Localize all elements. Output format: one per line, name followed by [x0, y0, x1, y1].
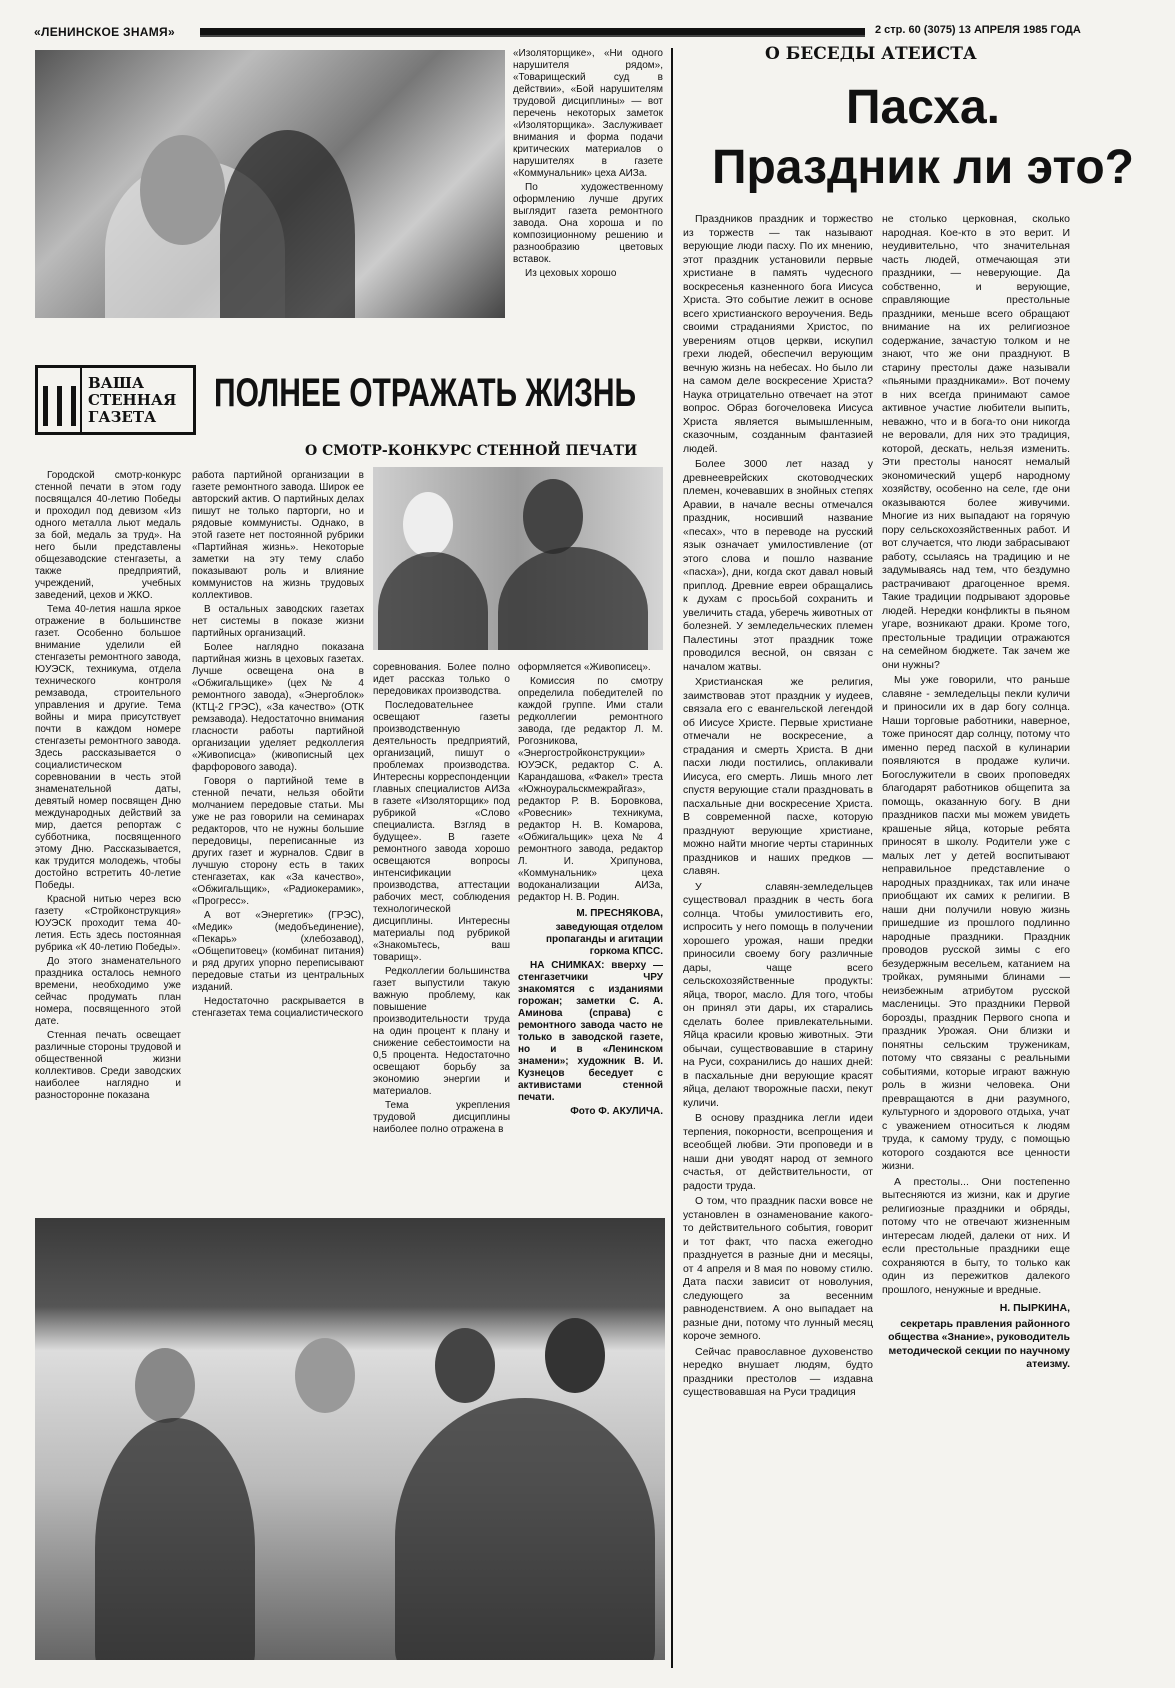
photo-caption: НА СНИМКАХ: вверху — стенгазетчики ЧРУ знакомятся с изданиями горожан; заметки С. А. Аминова (справа) с ремонтного завода часто не только в заводской газете, но и в «Ленинском знамени»; художник В. И. Кузнецов беседует с активистами стенной печати. — [518, 960, 663, 1103]
wall-article-column-1: Городской смотр-конкурс стенной печати в этом году посвящался 40-летию Победы и проходил под девизом «Из одного металла льют медаль за бой, медаль за труд». На него были представлены общезаводские стенгазеты, а также предприятий, учреждений, учебных заведений, цехов и ЖКО. Тема 40-летия нашла яркое отражение в большинстве газет. Особенно большое внимание уделили ей стенгазеты ремонтного завода, ЮУЭСК, техникума, отдела технического контроля ремзавода, строительного управления и другие. Тема войны и мира присутствует почти в каждом номере стенгазеты ремонтного завода. Здесь рассказывается о социалистическом соревновании в честь этой знаменательной даты, девятый номер посвящен Дню международных действий за мир, дается репортаж с субботника, посвященного этому Дню. Рассказывается, как трудится молодежь, чтобы достойно встретить 40-летие Победы. Красной нитью через всю газету «Стройконструкция» ЮУЭСК проходит тема 40-летия. Есть здесь постоянная рубрика «К 40-летию Победы». До этого знаменательного праздника осталось немного времени, необходимо уже сейчас продумать план номера, посвященного этой дате. Стенная печать освещает различные стороны трудовой и общественной жизни коллективов. Среди заводских наиболее наглядно и разносторонне показана — [35, 470, 181, 1101]
photo-artist-talking — [373, 467, 663, 650]
newspaper-name: «ЛЕНИНСКОЕ ЗНАМЯ» — [34, 25, 175, 39]
photo-wall-newspaper-readers — [35, 50, 505, 318]
photo-credit: Фото Ф. АКУЛИЧА. — [570, 1106, 663, 1117]
wall-article-subtitle: О СМОТР-КОНКУРС СТЕННОЙ ПЕЧАТИ — [305, 443, 638, 459]
author-title: заведующая отделом пропаганды и агитации горкома КПСС. — [546, 922, 663, 957]
wall-newspaper-logo: ВАША СТЕННАЯ ГАЗЕТА — [35, 365, 196, 435]
photo-editors-meeting — [35, 1218, 665, 1660]
atheist-author-title: секретарь правления районного общества «Знание», руководитель методической секции по научному атеизму. — [888, 1317, 1070, 1370]
wall-article-column-2: работа партийной организации в газете ремонтного завода. Широк ее авторский актив. О партийных делах пишут не только парторги, но и рядовые коммунисты. Однако, в этой газете нет постоянной рубрики «Партийная жизнь». Некоторые заметки на эту тему слабо показывают роль и влияние коммунистов на жизнь трудовых коллективов. В остальных заводских газетах нет системы в показе жизни партийных организаций. Более наглядно показана партийная жизнь в цеховых газетах. Лучше освещена она в «Обжигальщике» (цех № 4 ремонтного завода), «Энергоблок» (КТЦ-2 ГРЭС), «За качество» (ОТК ремзавода). Недостаточно внимания гласности работы партийной организации уделяет редколлегия «Живописца» (живописный цех фарфорового завода). Говоря о партийной теме в стенной печати, нельзя обойти молчанием передовые статьи. Мы уже не раз говорили на семинарах редакторов, что не нужны большие передовицы, переписанные из других газет и журналов. Сдвиг в лучшую сторону есть в таких стенгазетах, как «За качество», «Обжигальщик», «Радиокерамик», «Прогресс». А вот «Энергетик» (ГРЭС), «Медик» (медобъединение), «Пекарь» (хлебозавод), «Общепитовец» (комбинат питания) и ряд других упорно переписывают передовые статьи из центральных изданий. Недостаточно раскрывается в стенгазетах тема социалистического — [192, 470, 364, 1019]
atheist-column-b: не столько церковная, сколько народная. Кое-кто в это верит. И неудивительно, что значительная часть людей, отмечающая эти праздники, — неверующие. Да собственно, и верующие, справляющие престольные праздники, меньше всего обращают внимание на их религиозное содержание, зачастую толком и не знают, что же они празднуют. В старину престолы даже называли «пьяными праздниками». Вот почему в них всегда принимают самое активное участие любители выпить, неважно, что и в бога-то они никогда не веровали, для них это традиция, которой, дескать, нельзя изменить. Эти престолы наносят немалый экономический ущерб народному хозяйству, особенно на селе, где они оказываются более живучими. Многие из них выпадают на горячую пору сельскохозяйственных работ. И вот случается, что люди забрасывают работу, ссылаясь на традицию и не задумываясь над тем, что бездумно растрачивают драгоценное время. Такие традиции подрывают здоровье людей. Нередки конфликты в пьяном угаре, возникают драки. Кроме того, престольные традиции отражаются на семейном бюджете. Так зачем же они нужны? Мы уже говорили, что раньше славяне - земледельцы пекли куличи и приносили их в дар богу солнца. Наши торговые работники, наверное, тоже приносят дар солнцу, потому что именно перед пасхой в кулинарии появляются в продаже куличи. Богослужители в своих проповедях благодарят работников общепита за помощь, оказанную богу. В дни праздников пасхи мы можем увидеть крашеные яйца, которые ребята приносят в школу. Родители уже с малых лет у детей воспитывают неправильное представление о народных праздниках, так или иначе приобщают их самих к религии. В наши дни получили новую жизнь пришедшие из прошлого подлинно народные праздники. Праздник проводов русской зимы с его безудержным весельем, катанием на тройках, румяными блинами — неизбежным атрибутом русской масленицы. Это праздники Первой борозды, праздник Первого снопа и праздник Урожая. Они близки и понятны сельским труженикам, потому что связаны с реальными событиями, которые играют важную роль в жизни человека. Они превращаются в дни разумного, культурного и здорового отдыха, учат с уважением относиться к людям труда, к самому труду, с помощью которого создаются все ценности жизни. А престолы... Они постепенно вытесняются из жизни, как и другие религиозные праздники и обряды, потому что не отвечают жизненным интересам людей, далеки от них. И если престольные праздники еще сохраняются в быту, то только как один из пережитков далекого прошлого, ненужные и вредные. Н. ПЫРКИНА, секретарь правления районного общества «Знание», руководитель методической секции по научному атеизму. — [882, 213, 1070, 1370]
wall-article-column-3: соревнования. Более полно идет рассказ только о передовиках производства. Последовательнее освещают газеты производственную деятельность предприятий, организаций, пишут о проблемах производства. Интересны корреспонденции главных специалистов АИЗа в газете «Изоляторщик» под рубрикой «Слово специалиста. Взгляд в будущее». В газете ремонтного завода хорошо освещаются вопросы интенсификации производства, аттестации рабочих мест, соблюдения технологической дисциплины. Интересны материалы под рубрикой «Знакомьтесь, ваш товарищ». Редколлегии большинства газет выпустили такую важную проблему, как повышение производительности труда на один процент к плану и снижение себестоимости на 0,5 процента. Недостаточно освещают борьбу за экономию энергии и материалов. Тема укрепления трудовой дисциплины наиболее полно отражена в — [373, 662, 510, 1135]
wall-article-title: ПОЛНЕЕ ОТРАЖАТЬ ЖИЗНЬ — [214, 371, 637, 415]
atheist-kicker: О БЕСЕДЫ АТЕИСТА — [765, 44, 977, 64]
column-divider — [671, 48, 673, 1668]
issue-info: 2 стр. 60 (3075) 13 АПРЕЛЯ 1985 ГОДА — [875, 24, 1081, 36]
atheist-column-a: Праздников праздник и торжество из торжеств — так называют верующие люди пасху. По их мнению, этот праздник установили первые христиане в память чудесного воскресенья казненного бога Иисуса Христа. Это событие лежит в основе всего христианского вероучения. Ведь своими страданиями Христос, по уверениям отцов церкви, искупил грехи людей, обеспечил верующим вечную жизнь на небесах. Но было ли на самом деле воскресение Христа? Наука отрицательно отвечает на этот вопрос. Образ богочеловека Иисуса Христа является вымышленным, сказочным, созданным фантазией людей. Более 3000 лет назад у древнееврейских скотоводческих племен, кочевавших в знойных степях Аравии, в начале весны отмечался праздник, носивший название «песах», что в переводе на русский язык означает умилостивление (от этого слова и пошло название «пасха»), дни, когда скот давал новый приплод. Древние евреи обращались к духам с просьбой сохранить и увеличить стада, уберечь животных от болезней. У земледельческих племен Палестины этот праздник тоже проводился весной, он связан с началом жатвы. Христианская же религия, заимствовав этот праздник у иудеев, связала его с евангельской легендой об Иисусе Христе. Первые христиане отмечали не воскресение, а страдания и смерть Христа. В дни пасхи люди постились, оплакивали Иисуса, его смерть. Лишь много лет спустя верующие стали праздновать в пасхальные дни воскресение Христа. В современной пасхе, которую празднуют верующие христиане, можно найти многие черты старинных праздников и наших предков — славян. У славян-земледельцев существовал праздник в честь бога солнца. Чтобы умилостивить его, испросить у него помощь в получении хорошего урожая, наши предки приносили своему богу различные дары, чаще всего сельскохозяйственные продукты: яйца, творог, масло. Для того, чтобы он принял эти дары, их старались сделать более привлекательными. Яйца красили кровью животных. Эти обычаи, существовавшие в старину на Руси, сохранились до наших дней: в пасхальные дни верующие красят яйца, делают творожные пасхи, пекут куличи. В основу праздника легли идеи терпения, покорности, всепрощения и всеобщей любви. Эти проповеди и в наши дни уводят народ от земного счастья, от действительности, от радости труда. О том, что праздник пасхи вовсе не установлен в ознаменование какого-то действительного события, говорит и тот факт, что пасха ежегодно празднуется в разные дни и месяцы, от 4 апреля и 8 мая по новому стилю. Дата пасхи зависит от новолуния, следующего за весенним равноденствием. А оно выпадает на разные дни, потому что лунный месяц короче земного. Сейчас православное духовенство нередко внушает людям, будто праздники престолов — издавна существовавшая на Руси традиция — [683, 213, 873, 1398]
pens-icon — [38, 368, 82, 432]
atheist-title-line-1: Пасха. — [846, 81, 1000, 134]
wall-article-column-4: оформляется «Живописец». Комиссия по смотру определила победителей по каждой группе. Ими стали редколлегии ремонтного завода, где редактор Л. М. Рогозникова, «Энергостройконструкции» ЮУЭСК, редактор С. А. Карандашова, «Факел» треста «Южноуральскмежрайгаз», редактор Р. В. Боровкова, «Ровесник» техникума, редактор Н. В. Комарова, «Обжигальщик» цеха № 4 ремонтного завода, редактор Л. И. Хрипунова, «Коммунальник» цеха водоканализации АИЗа, редактор Н. В. Родин. М. ПРЕСНЯКОВА, заведующая отделом пропаганды и агитации горкома КПСС. НА СНИМКАХ: вверху — стенгазетчики ЧРУ знакомятся с изданиями горожан; заметки С. А. Аминова (справа) с ремонтного завода часто не только в заводской газете, но и в «Ленинском знамени»; художник В. И. Кузнецов беседует с активистами стенной печати. Фото Ф. АКУЛИЧА. — [518, 662, 663, 1117]
atheist-author-name: Н. ПЫРКИНА, — [999, 1302, 1070, 1314]
atheist-title-line-2: Праздник ли это? — [711, 141, 1134, 194]
header-rule — [200, 28, 865, 37]
wall-article-top-column: «Изоляторщике», «Ни одного нарушителя рядом», «Товарищеский суд в действии», «Бой нарушителям трудовой дисциплины» — вот перечень некоторых заметок «Изоляторщика». Заслуживает внимания и форма подачи критических материалов о нарушителях в газете «Коммунальник» цеха АИЗа. По художественному оформлению лучше других выглядит газета ремонтного завода. Она хороша и по композиционному решению и разнообразию цветовых вставок. Из цеховых хорошо — [513, 48, 663, 279]
author-name: М. ПРЕСНЯКОВА, — [576, 908, 663, 919]
